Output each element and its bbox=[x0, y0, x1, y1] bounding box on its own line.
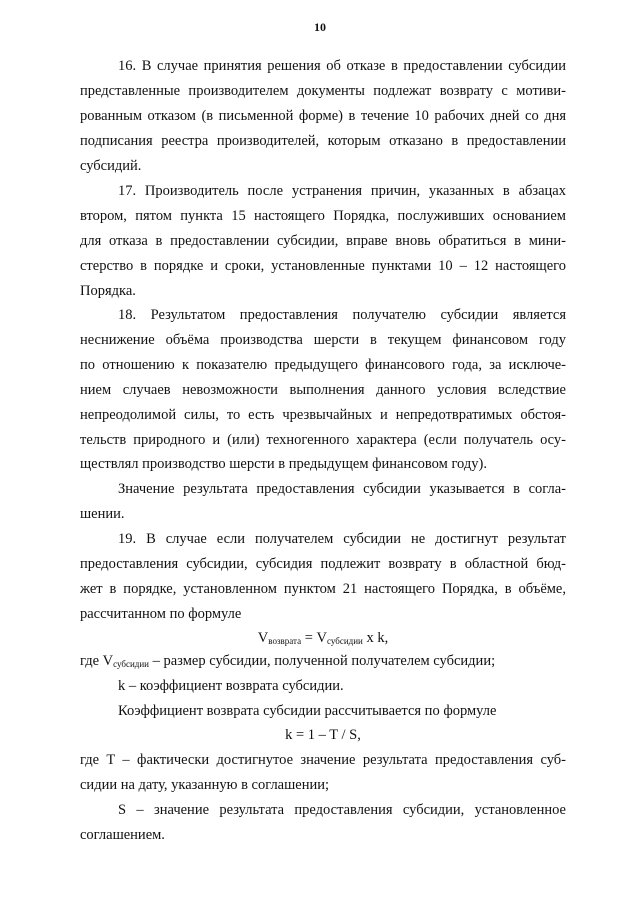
text-line: Значение результата предоставления субсидии указывается в согла- bbox=[118, 481, 566, 497]
formula-coefficient: k = 1 – T / S, bbox=[285, 727, 361, 743]
text-line: втором, пятом пункта 15 настоящего Порядка, послуживших основанием bbox=[80, 208, 566, 224]
text-line: где T – фактически достигнутое значение результата предоставления суб- bbox=[80, 752, 566, 768]
page-number: 10 bbox=[314, 20, 326, 34]
text-line: рованным отказом (в письменной форме) в течение 10 рабочих дней со дня bbox=[80, 108, 566, 124]
text-line: 17. Производитель после устранения причин, указанных в абзацах bbox=[118, 183, 566, 199]
text-line: стерство в порядке и сроки, установленные пунктами 10 – 12 настоящего bbox=[80, 258, 566, 274]
text-line: субсидий. bbox=[80, 158, 142, 174]
text-line: ществлял производство шерсти в предыдущем финансовом году). bbox=[80, 456, 487, 472]
text-line: 18. Результатом предоставления получателю субсидии является bbox=[118, 307, 566, 323]
text-line: 19. В случае если получателем субсидии не достигнут результат bbox=[118, 531, 566, 547]
text-line: неснижение объёма производства шерсти в текущем финансовом году bbox=[80, 332, 566, 348]
text-line: нием случаев невозможности выполнения данного условия вследствие bbox=[80, 382, 566, 398]
where-v-line: где $V_{субсидии}$ – размер субсидии, полученной получателем субсидии; bbox=[80, 653, 496, 669]
text-line: рассчитанном по формуле bbox=[80, 606, 242, 622]
text-line: тельств природного и (или) техногенного характера (если получатель осу- bbox=[80, 432, 566, 448]
formula-return: $V_{возврата} = V_{субсидии}$ x k, bbox=[257, 630, 389, 646]
text-line: S – значение результата предоставления субсидии, установленное bbox=[118, 802, 566, 818]
text-line: Порядка. bbox=[80, 283, 136, 299]
text-line: сидии на дату, указанную в соглашении; bbox=[80, 777, 330, 793]
text-line: подписания реестра производителей, которым отказано в предоставлении bbox=[80, 133, 566, 149]
text-line: жет в порядке, установленном пунктом 21 настоящего Порядка, в объёме, bbox=[80, 581, 566, 597]
text-line: представленные производителем документы подлежат возврату с мотиви- bbox=[80, 83, 566, 99]
text-line: шении. bbox=[80, 506, 125, 522]
text-line: предоставления субсидии, субсидия подлежит возврату в областной бюд- bbox=[80, 556, 566, 572]
text-line: 16. В случае принятия решения об отказе в предоставлении субсидии bbox=[118, 58, 566, 74]
text-line: непреодолимой силы, то есть чрезвычайных и непредотвратимых обстоя- bbox=[80, 407, 566, 423]
text-line: для отказа в предоставлении субсидии, вправе вновь обратиться в мини- bbox=[80, 233, 566, 249]
text-line: соглашением. bbox=[80, 827, 165, 843]
text-line: по отношению к показателю предыдущего финансового года, за исключе- bbox=[80, 357, 566, 373]
text-line: k – коэффициент возврата субсидии. bbox=[118, 678, 344, 694]
text-line: Коэффициент возврата субсидии рассчитывается по формуле bbox=[118, 703, 497, 719]
